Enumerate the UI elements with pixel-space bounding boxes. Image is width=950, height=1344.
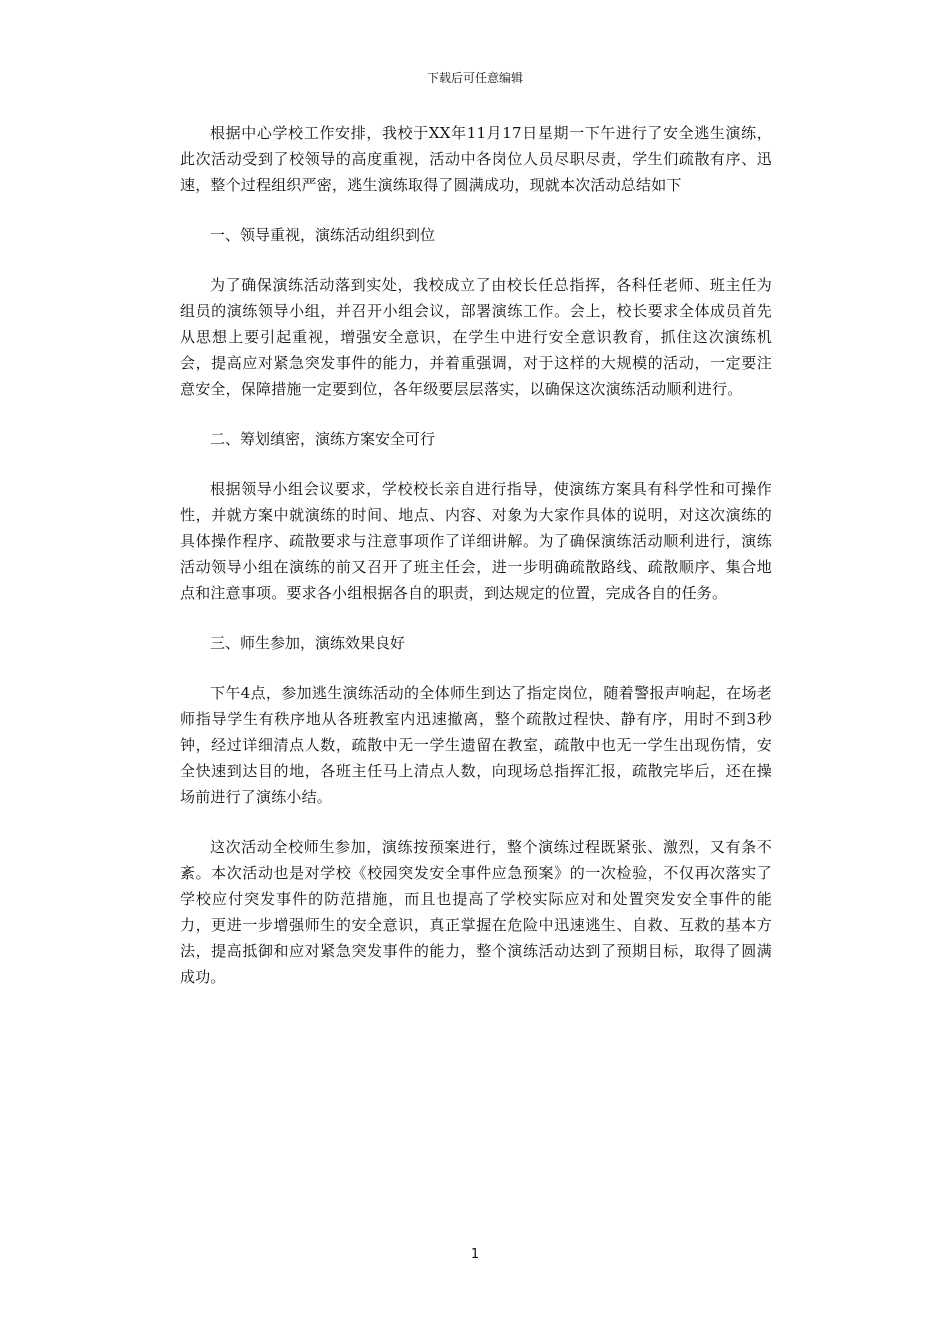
page-number: 1 bbox=[470, 1247, 480, 1262]
section-3-paragraph: 下午4点，参加逃生演练活动的全体师生到达了指定岗位，随着警报声响起，在场老师指导学生有秩序地从各班教室内迅速撤离，整个疏散过程快、静有序，用时不到3秒钟，经过详细清点人数，疏散中无一学生遗留在教室，疏散中也无一学生出现伤情，安全快速到达目的地，各班主任马上清点人数，向现场总指挥汇报，疏散完毕后，还在操场前进行了演练小结。 bbox=[180, 684, 772, 806]
page-header: 下载后可任意编辑 bbox=[426, 71, 523, 85]
section-1-heading: 一、领导重视，演练活动组织到位 bbox=[210, 226, 436, 244]
conclusion-paragraph: 这次活动全校师生参加，演练按预案进行，整个演练过程既紧张、激烈，又有条不紊。本次活动也是对学校《校园突发安全事件应急预案》的一次检验，不仅再次落实了学校应付突发事件的防范措施，而且也提高了学校实际应对和处置突发安全事件的能力，更进一步增强师生的安全意识，真正掌握在危险中迅速逃生、自救、互救的基本方法，提高抵御和应对紧急突发事件的能力，整个演练活动达到了预期目标，取得了圆满成功。 bbox=[180, 838, 772, 986]
section-2-paragraph: 根据领导小组会议要求，学校校长亲自进行指导，使演练方案具有科学性和可操作性，并就方案中就演练的时间、地点、内容、对象为大家作具体的说明，对这次演练的具体操作程序、疏散要求与注意事项作了详细讲解。为了确保演练活动顺利进行，演练活动领导小组在演练的前又召开了班主任会，进一步明确疏散路线、疏散顺序、集合地点和注意事项。要求各小组根据各自的职责，到达规定的位置，完成各自的任务。 bbox=[180, 480, 772, 602]
section-1-paragraph: 为了确保演练活动落到实处，我校成立了由校长任总指挥，各科任老师、班主任为组员的演练领导小组，并召开小组会议，部署演练工作。会上，校长要求全体成员首先从思想上要引起重视，增强安全意识，在学生中进行安全意识教育，抓住这次演练机会，提高应对紧急突发事件的能力，并着重强调，对于这样的大规模的活动，一定要注意安全，保障措施一定要到位，各年级要层层落实，以确保这次演练活动顺利进行。 bbox=[180, 276, 772, 398]
intro-paragraph: 根据中心学校工作安排，我校于XX年11月17日星期一下午进行了安全逃生演练，此次活动受到了校领导的高度重视，活动中各岗位人员尽职尽责，学生们疏散有序、迅速，整个过程组织严密，逃生演练取得了圆满成功，现就本次活动总结如下 bbox=[180, 124, 772, 194]
section-2-heading: 二、筹划缜密，演练方案安全可行 bbox=[210, 430, 436, 448]
document-body bbox=[180, 120, 772, 1014]
section-3-heading: 三、师生参加，演练效果良好 bbox=[210, 634, 406, 652]
